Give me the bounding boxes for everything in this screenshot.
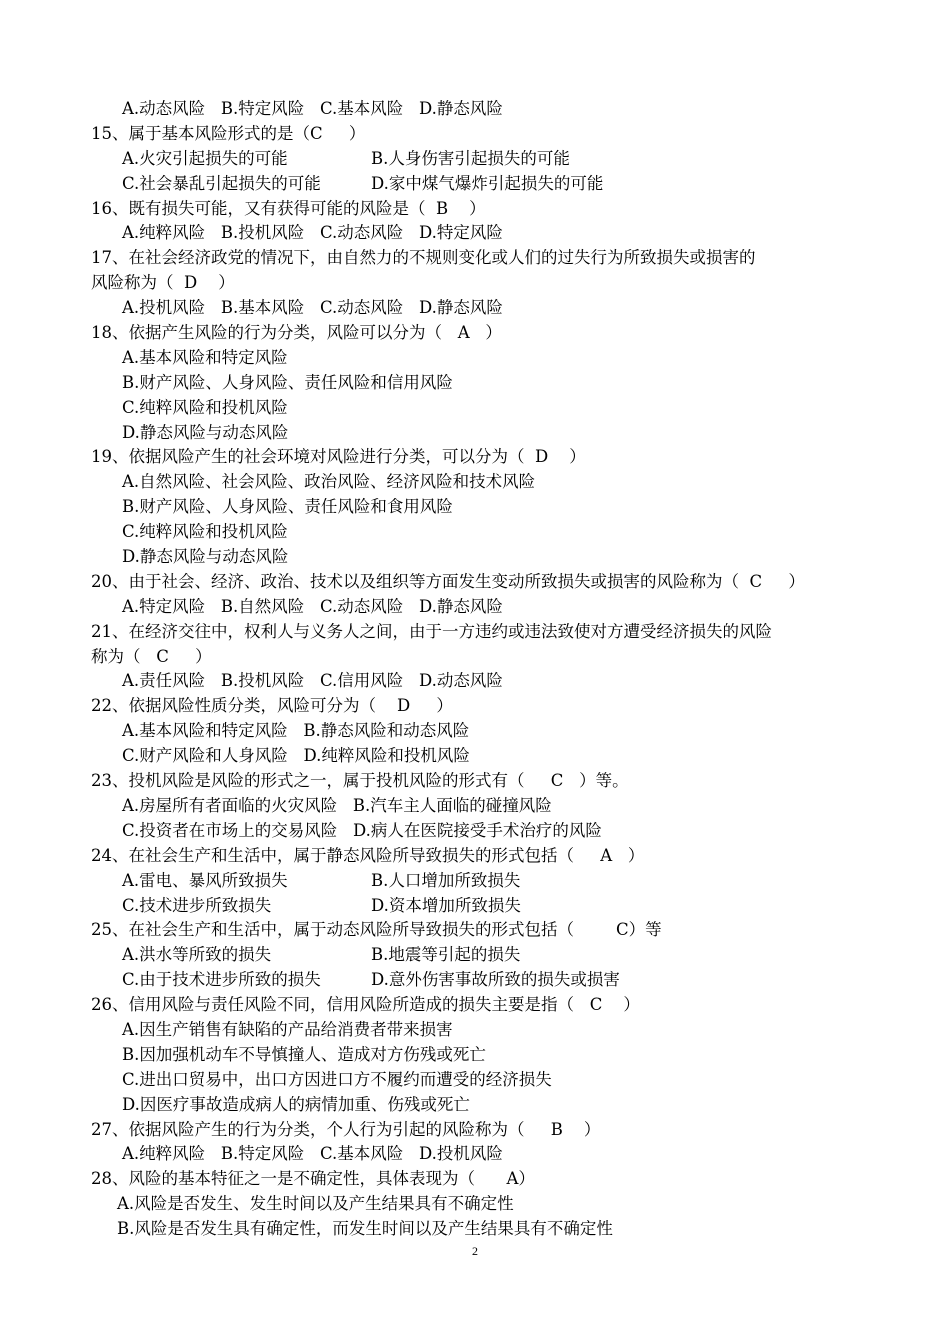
option-line: A.因生产销售有缺陷的产品给消费者带来损害 — [122, 1019, 453, 1039]
option-b: B.地震等引起的损失 — [371, 945, 521, 965]
option-b: B.人口增加所致损失 — [371, 870, 521, 890]
option-b: D.家中煤气爆炸引起损失的可能 — [371, 173, 604, 193]
question-line: 风险称为（ D ） — [91, 273, 235, 293]
option-line: A.动态风险 B.特定风险 C.基本风险 D.静态风险 — [122, 99, 503, 118]
question-line: 21、在经济交往中，权利人与义务人之间，由于一方违约或违法致使对方遭受经济损失的风险 — [91, 621, 772, 641]
option-line: C.纯粹风险和投机风险 — [122, 397, 288, 417]
option-line: B.财产风险、人身风险、责任风险和信用风险 — [122, 372, 453, 392]
option-b: B.人身伤害引起损失的可能 — [371, 148, 570, 168]
option-line: A.特定风险 B.自然风险 C.动态风险 D.静态风险 — [122, 596, 503, 616]
question-line: 称为（ C ） — [91, 646, 212, 666]
option-line: C.财产风险和人身风险 D.纯粹风险和投机风险 — [122, 746, 470, 766]
option-line: A.风险是否发生、发生时间以及产生结果具有不确定性 — [117, 1194, 514, 1214]
option-line: D.静态风险与动态风险 — [122, 422, 289, 442]
option-pair-line — [91, 894, 871, 919]
question-line: 19、依据风险产生的社会环境对风险进行分类，可以分为（ D ） — [91, 447, 586, 467]
question-line: 22、依据风险性质分类，风险可分为（ D ） — [91, 696, 453, 716]
question-line: 18、依据产生风险的行为分类，风险可以分为（ A ） — [91, 323, 502, 343]
option-a: C.由于技术进步所致的损失 — [122, 970, 321, 990]
option-a: C.社会暴乱引起损失的可能 — [122, 173, 321, 193]
option-a: C.技术进步所致损失 — [122, 895, 272, 915]
question-line: 27、依据风险产生的行为分类，个人行为引起的风险称为（ B ） — [91, 1119, 601, 1139]
option-pair-line — [91, 147, 871, 172]
option-a: A.洪水等所致的损失 — [122, 945, 272, 965]
question-line: 28、风险的基本特征之一是不确定性，具体表现为（ A） — [91, 1169, 535, 1189]
question-line: 24、在社会生产和生活中，属于静态风险所导致损失的形式包括（ A ） — [91, 845, 645, 865]
option-line: B.因加强机动车不导慎撞人、造成对方伤残或死亡 — [122, 1044, 486, 1064]
option-a: A.雷电、暴风所致损失 — [122, 870, 288, 890]
option-line: A.自然风险、社会风险、政治风险、经济风险和技术风险 — [122, 472, 536, 492]
option-pair-line — [91, 172, 871, 197]
option-line: C.进出口贸易中，出口方因进口方不履约而遭受的经济损失 — [122, 1069, 552, 1089]
option-line: B.财产风险、人身风险、责任风险和食用风险 — [122, 497, 453, 517]
question-list — [91, 97, 871, 1242]
question-line: 25、在社会生产和生活中，属于动态风险所导致损失的形式包括（ C）等 — [91, 920, 662, 940]
option-line: A.纯粹风险 B.投机风险 C.动态风险 D.特定风险 — [122, 223, 503, 243]
option-line: A.纯粹风险 B.特定风险 C.基本风险 D.投机风险 — [122, 1144, 503, 1164]
option-pair-line — [91, 869, 871, 894]
option-pair-line — [91, 968, 871, 993]
option-line: C.纯粹风险和投机风险 — [122, 522, 288, 542]
option-a: A.火灾引起损失的可能 — [122, 148, 288, 168]
option-b: D.意外伤害事故所致的损失或损害 — [371, 970, 620, 990]
option-line: A.房屋所有者面临的火灾风险 B.汽车主人面临的碰撞风险 — [122, 795, 552, 815]
page-number: 2 — [472, 1244, 478, 1258]
option-pair-line — [91, 943, 871, 968]
question-line: 26、信用风险与责任风险不同，信用风险所造成的损失主要是指（ C ） — [91, 995, 640, 1015]
option-line: C.投资者在市场上的交易风险 D.病人在医院接受手术治疗的风险 — [122, 820, 602, 840]
question-line: 20、由于社会、经济、政治、技术以及组织等方面发生变动所致损失或损害的风险称为（ C ） — [91, 571, 805, 591]
option-line: A.投机风险 B.基本风险 C.动态风险 D.静态风险 — [122, 298, 503, 318]
option-line: D.静态风险与动态风险 — [122, 547, 289, 567]
question-line: 17、在社会经济政党的情况下，由自然力的不规则变化或人们的过失行为所致损失或损害的 — [91, 248, 756, 268]
option-line: A.基本风险和特定风险 — [122, 347, 288, 367]
option-line: D.因医疗事故造成病人的病情加重、伤残或死亡 — [122, 1094, 470, 1114]
option-line: A.基本风险和特定风险 B.静态风险和动态风险 — [122, 721, 470, 741]
question-line: 16、既有损失可能，又有获得可能的风险是（ B ） — [91, 198, 486, 218]
option-b: D.资本增加所致损失 — [371, 895, 521, 915]
option-line: A.责任风险 B.投机风险 C.信用风险 D.动态风险 — [122, 671, 503, 691]
option-line: B.风险是否发生具有确定性，而发生时间以及产生结果具有不确定性 — [117, 1219, 613, 1239]
question-line: 15、属于基本风险形式的是（C ） — [91, 123, 366, 143]
question-line: 23、投机风险是风险的形式之一，属于投机风险的形式有（ C ）等。 — [91, 771, 629, 791]
